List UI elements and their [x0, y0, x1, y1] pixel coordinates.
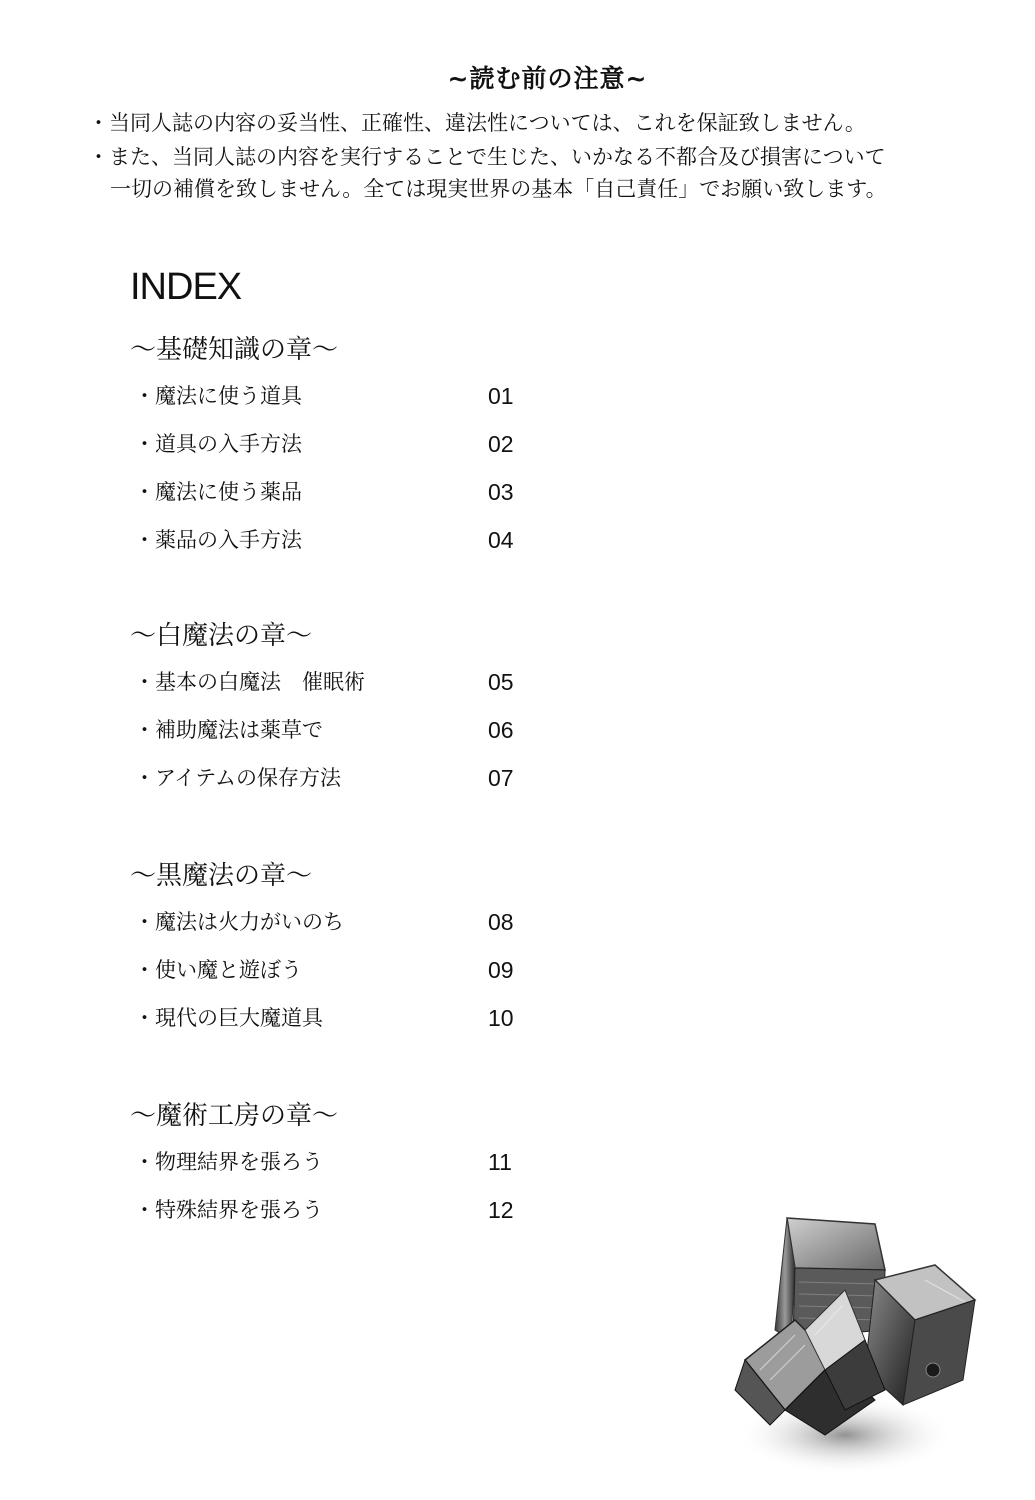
- toc-entry-label: ・特殊結界を張ろう: [134, 1198, 323, 1222]
- toc-entry-label: ・基本の白魔法 催眠術: [134, 670, 365, 694]
- notice-line: ・当同人誌の内容の妥当性、正確性、違法性については、これを保証致しません。: [88, 111, 866, 135]
- chapter-title: 〜黒魔法の章〜: [130, 861, 313, 891]
- chapter-white-magic: [130, 614, 550, 802]
- index-title: INDEX: [130, 266, 242, 308]
- chapter-title: 〜基礎知識の章〜: [130, 335, 339, 365]
- toc-entry-page: 11: [488, 1149, 512, 1175]
- chapter-black-magic: [130, 854, 550, 1042]
- toc-entry-label: ・補助魔法は薬草で: [134, 718, 323, 742]
- notice-line: ・また、当同人誌の内容を実行することで生じた、いかなる不都合及び損害について: [88, 145, 886, 169]
- chapter-magic-workshop: [130, 1094, 550, 1234]
- toc-entry[interactable]: [130, 372, 550, 420]
- toc-entry-label: ・薬品の入手方法: [134, 528, 302, 552]
- toc-entry-page: 12: [488, 1197, 514, 1223]
- toc-entry-label: ・魔法は火力がいのち: [134, 910, 344, 934]
- toc-entry-label: ・アイテムの保存方法: [134, 766, 342, 790]
- toc-entry-page: 05: [488, 669, 514, 695]
- toc-entry[interactable]: [130, 420, 550, 468]
- toc-entry-page: 08: [488, 909, 514, 935]
- toc-entry-label: ・魔法に使う薬品: [134, 480, 302, 504]
- chapter-title: 〜白魔法の章〜: [130, 621, 313, 651]
- toc-entry[interactable]: [130, 754, 550, 802]
- mineral-crystal-photo: [725, 1210, 985, 1475]
- toc-entry[interactable]: [130, 1186, 550, 1234]
- toc-entry-page: 10: [488, 1005, 514, 1031]
- toc-entry-page: 01: [488, 383, 514, 409]
- chapter-title: 〜魔術工房の章〜: [130, 1101, 339, 1131]
- toc-entry-page: 04: [488, 527, 514, 553]
- toc-entry[interactable]: [130, 994, 550, 1042]
- toc-entry-label: ・使い魔と遊ぼう: [134, 958, 302, 982]
- toc-entry[interactable]: [130, 468, 550, 516]
- toc-entry-page: 09: [488, 957, 514, 983]
- toc-entry-label: ・物理結界を張ろう: [134, 1150, 323, 1174]
- toc-entry-label: ・現代の巨大魔道具: [134, 1006, 323, 1030]
- notice-line: 一切の補償を致しません。全ては現実世界の基本「自己責任」でお願い致します。: [110, 177, 887, 201]
- toc-entry-page: 03: [488, 479, 514, 505]
- toc-entry[interactable]: [130, 946, 550, 994]
- toc-entry[interactable]: [130, 516, 550, 564]
- toc-entry-page: 06: [488, 717, 514, 743]
- toc-entry-page: 07: [488, 765, 514, 791]
- notice-title: ~読む前の注意~: [447, 64, 648, 93]
- reading-notice: [0, 58, 1035, 100]
- toc-entry-label: ・道具の入手方法: [134, 432, 302, 456]
- toc-entry-page: 02: [488, 431, 514, 457]
- toc-entry[interactable]: [130, 1138, 550, 1186]
- toc-entry[interactable]: [130, 658, 550, 706]
- toc-entry[interactable]: [130, 706, 550, 754]
- crystal-icon: [725, 1210, 985, 1475]
- toc-entry-label: ・魔法に使う道具: [134, 384, 302, 408]
- toc-entry[interactable]: [130, 898, 550, 946]
- chapter-basic-knowledge: [130, 328, 550, 564]
